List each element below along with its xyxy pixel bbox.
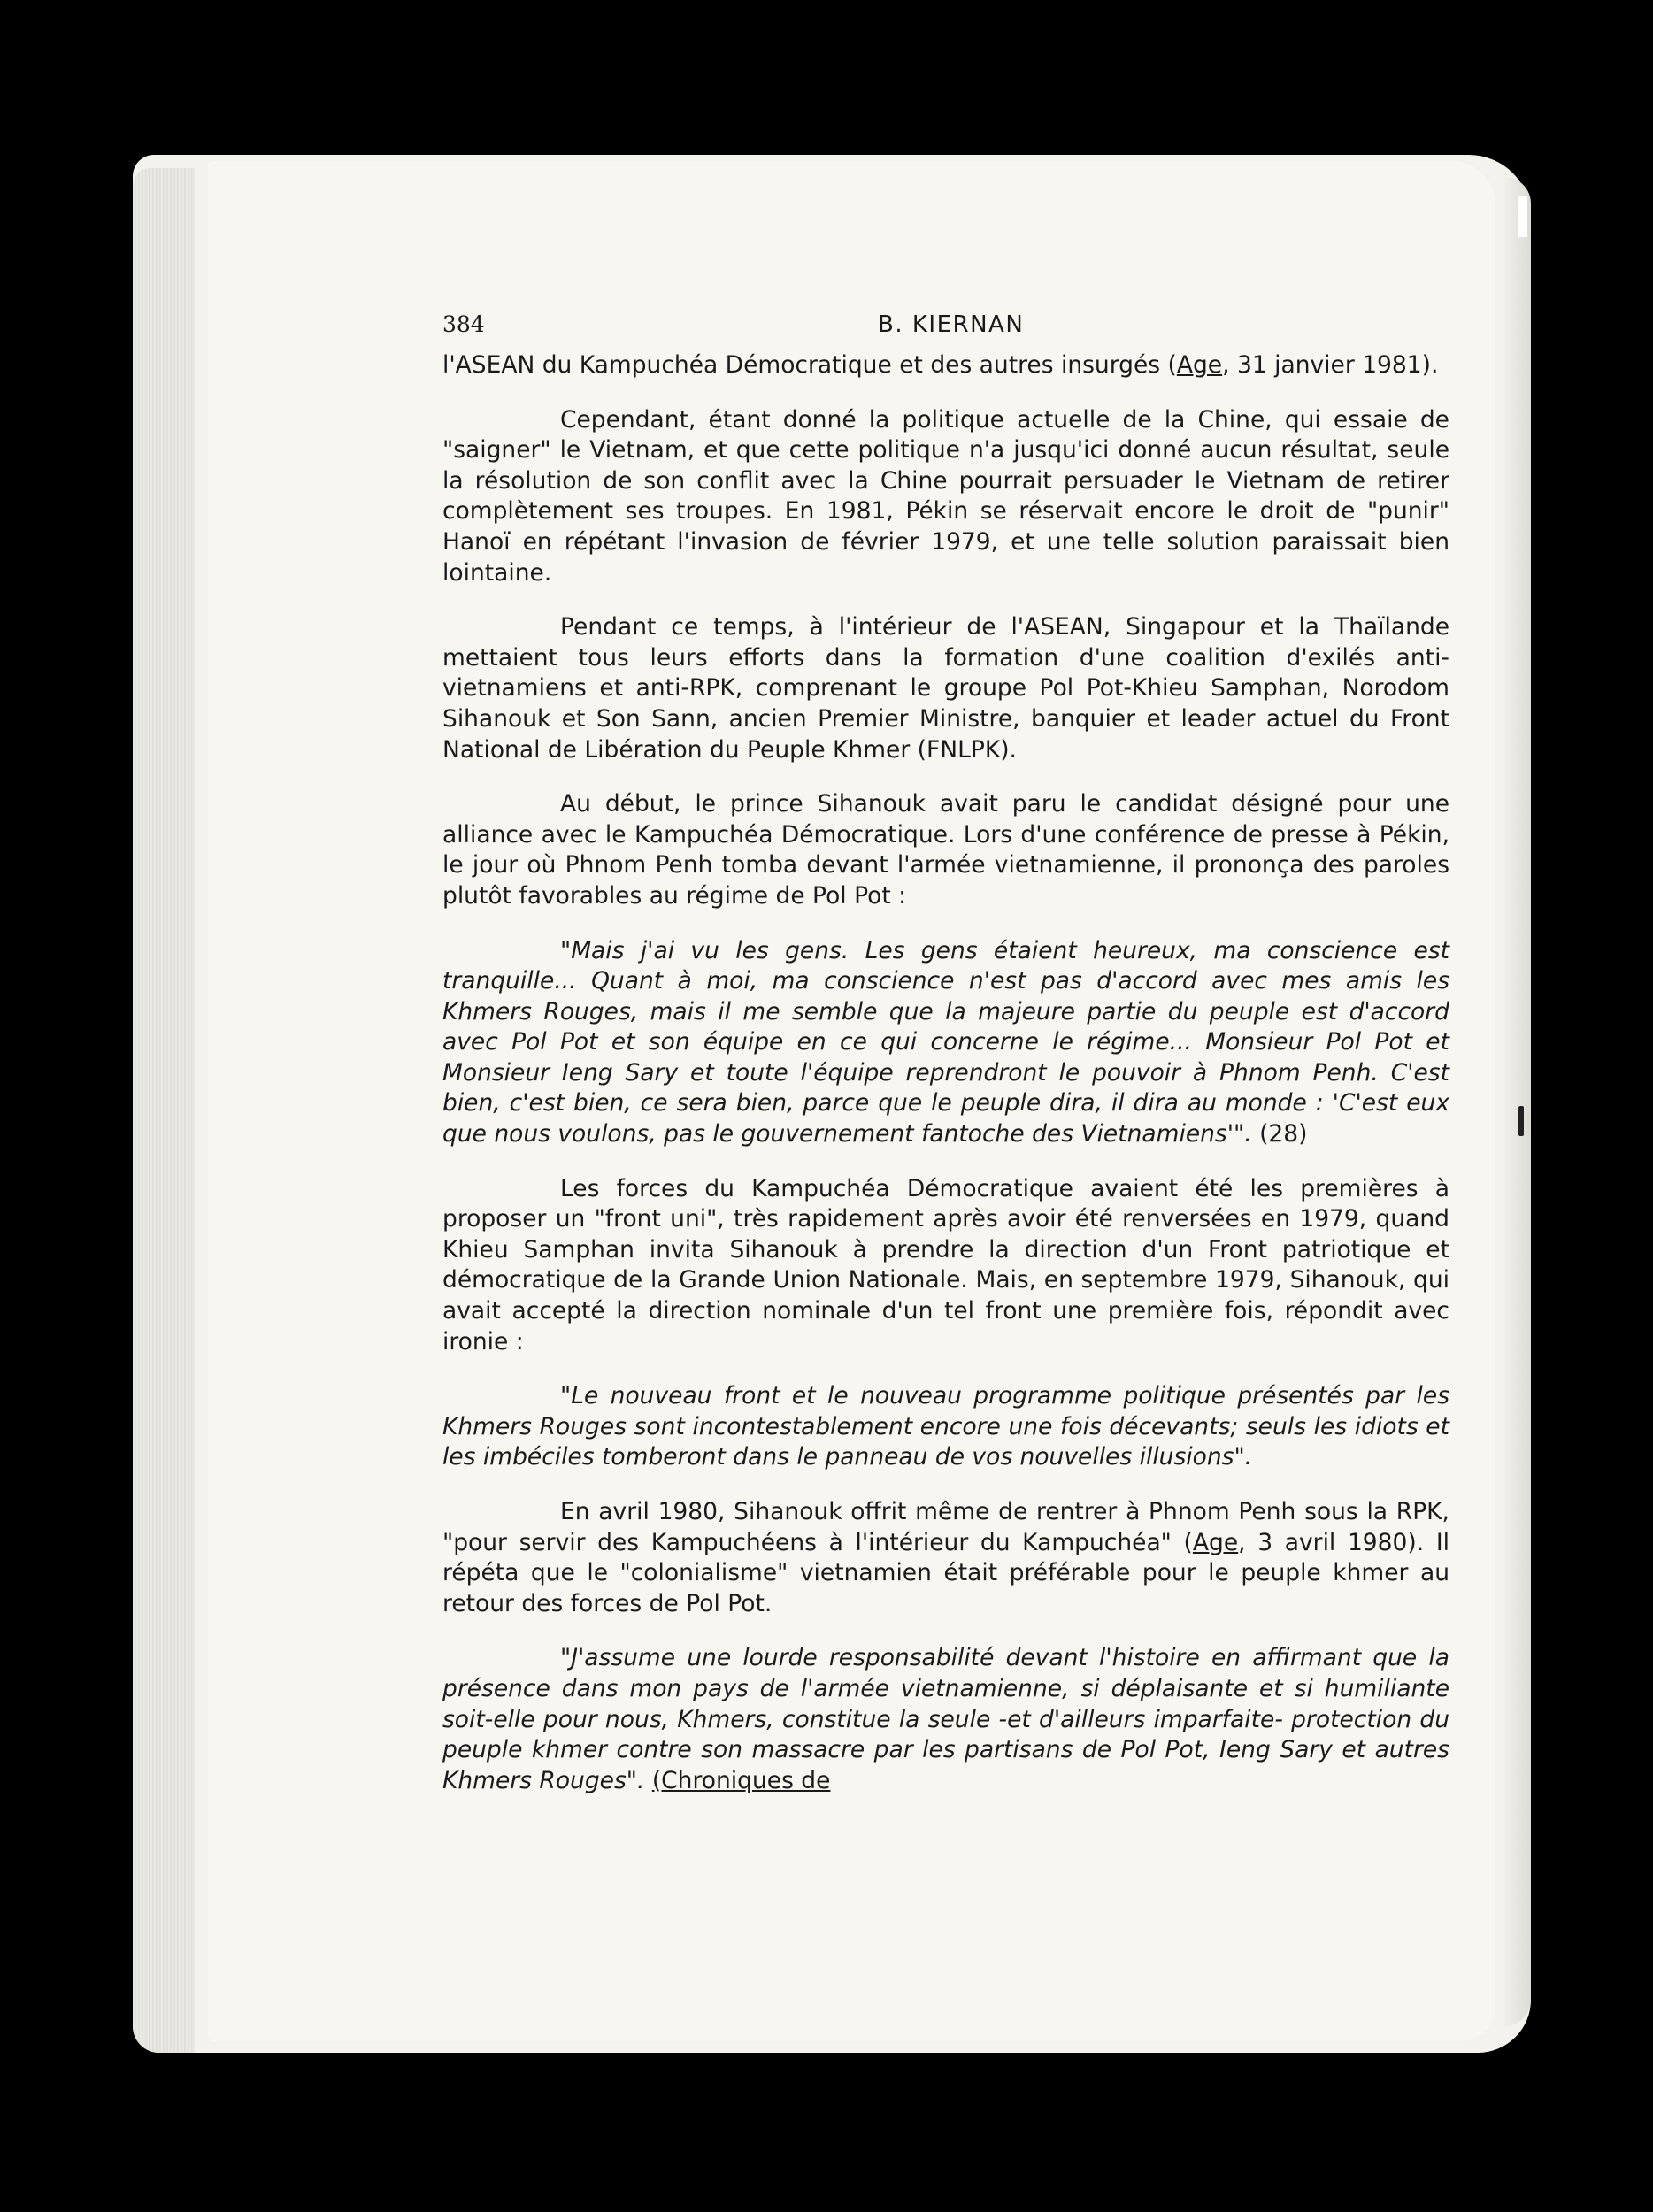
paragraph: Pendant ce temps, à l'intérieur de l'ASEAN, Singapour et la Thaïlande mettaient tous leurs efforts dans la formation d'une coalition d'exilés anti-vietnamiens et anti-RPK, comprenant le groupe Pol Pot-Khieu Samphan, Norodom Sihanouk et Son Sann, ancien Premier Ministre, banquier et leader actuel du Front National de Libération du Peuple Khmer (FNLPK). [442,613,1449,764]
block-quote: "Le nouveau front et le nouveau programme politique présentés par les Khmers Rouges sont incontestablement encore une fois décevants; seuls les idiots et les imbéciles tomberont dans le panneau de vos nouvelles illusions". [442,1382,1449,1471]
block-quote: "J'assume une lourde responsabilité devant l'histoire en affirmant que la présence dans mon pays de l'armée vietnamienne, si déplaisante et si humiliante soit-elle pour nous, Khmers, constitue la seule -et d'ailleurs imparfaite- protection du peuple khmer contre son massacre par les partisans de Pol Pot, Ieng Sary et autres Khmers Rouges". (Chroniques de [442,1644,1449,1794]
paragraph: Cependant, étant donné la politique actuelle de la Chine, qui essaie de "saigner" le Vietnam, et que cette politique n'a jusqu'ici donné aucun résultat, seule la résolution de son conflit avec la Chine pourrait persuader le Vietnam de retirer complètement ses troupes. En 1981, Pékin se réservait encore le droit de "punir" Hanoï en répétant l'invasion de février 1979, et une telle solution paraissait bien lointaine. [442,405,1449,587]
paragraph: l'ASEAN du Kampuchéa Démocratique et des autres insurgés (Age, 31 janvier 1981). [442,351,1439,379]
block-quote: "Mais j'ai vu les gens. Les gens étaient heureux, ma conscience est tranquille... Quant à moi, ma conscience n'est pas d'accord avec mes amis les Khmers Rouges, mais il me semble que la majeure partie du peuple est d'accord avec Pol Pot et son équipe en ce qui concerne le régime... Monsieur Pol Pot et Monsieur Ieng Sary et toute l'équipe reprendront le pouvoir à Phnom Penh. C'est bien, c'est bien, ce sera bien, parce que le peuple dira, il dira au monde : 'C'est eux que nous voulons, pas le gouvernement fantoche des Vietnamiens'". (28) [442,936,1449,1148]
running-head: B. KIERNAN [878,311,1025,338]
paragraph: En avril 1980, Sihanouk offrit même de rentrer à Phnom Penh sous la RPK, "pour servir des Kampuchéens à l'intérieur du Kampuchéa" (Age, 3 avril 1980). Il répéta que le "colonialisme" vietnamien était préférable pour le peuple khmer au retour des forces de Pol Pot. [442,1498,1449,1617]
paragraph: Les forces du Kampuchéa Démocratique avaient été les premières à proposer un "front uni", très rapidement après avoir été renversées en 1979, quand Khieu Samphan invita Sihanouk à prendre la direction d'un Front patriotique et démocratique de la Grande Union Nationale. Mais, en septembre 1979, Sihanouk, qui avait accepté la direction nominale d'un tel front une première fois, répondit avec ironie : [442,1174,1449,1356]
paragraph: Au début, le prince Sihanouk avait paru le candidat désigné pour une alliance avec le Kampuchéa Démocratique. Lors d'une conférence de presse à Pékin, le jour où Phnom Penh tomba devant l'armée vietnamienne, il prononça des paroles plutôt favorables au régime de Pol Pot : [442,790,1449,910]
page-edges-left [133,168,195,2053]
corner-mark [1518,196,1527,237]
page-number: 384 [442,311,485,337]
page-edges-right [1504,177,1531,2026]
text-column [442,310,1449,1796]
page-tab-mark [1518,1106,1524,1136]
page-header [442,310,1449,345]
